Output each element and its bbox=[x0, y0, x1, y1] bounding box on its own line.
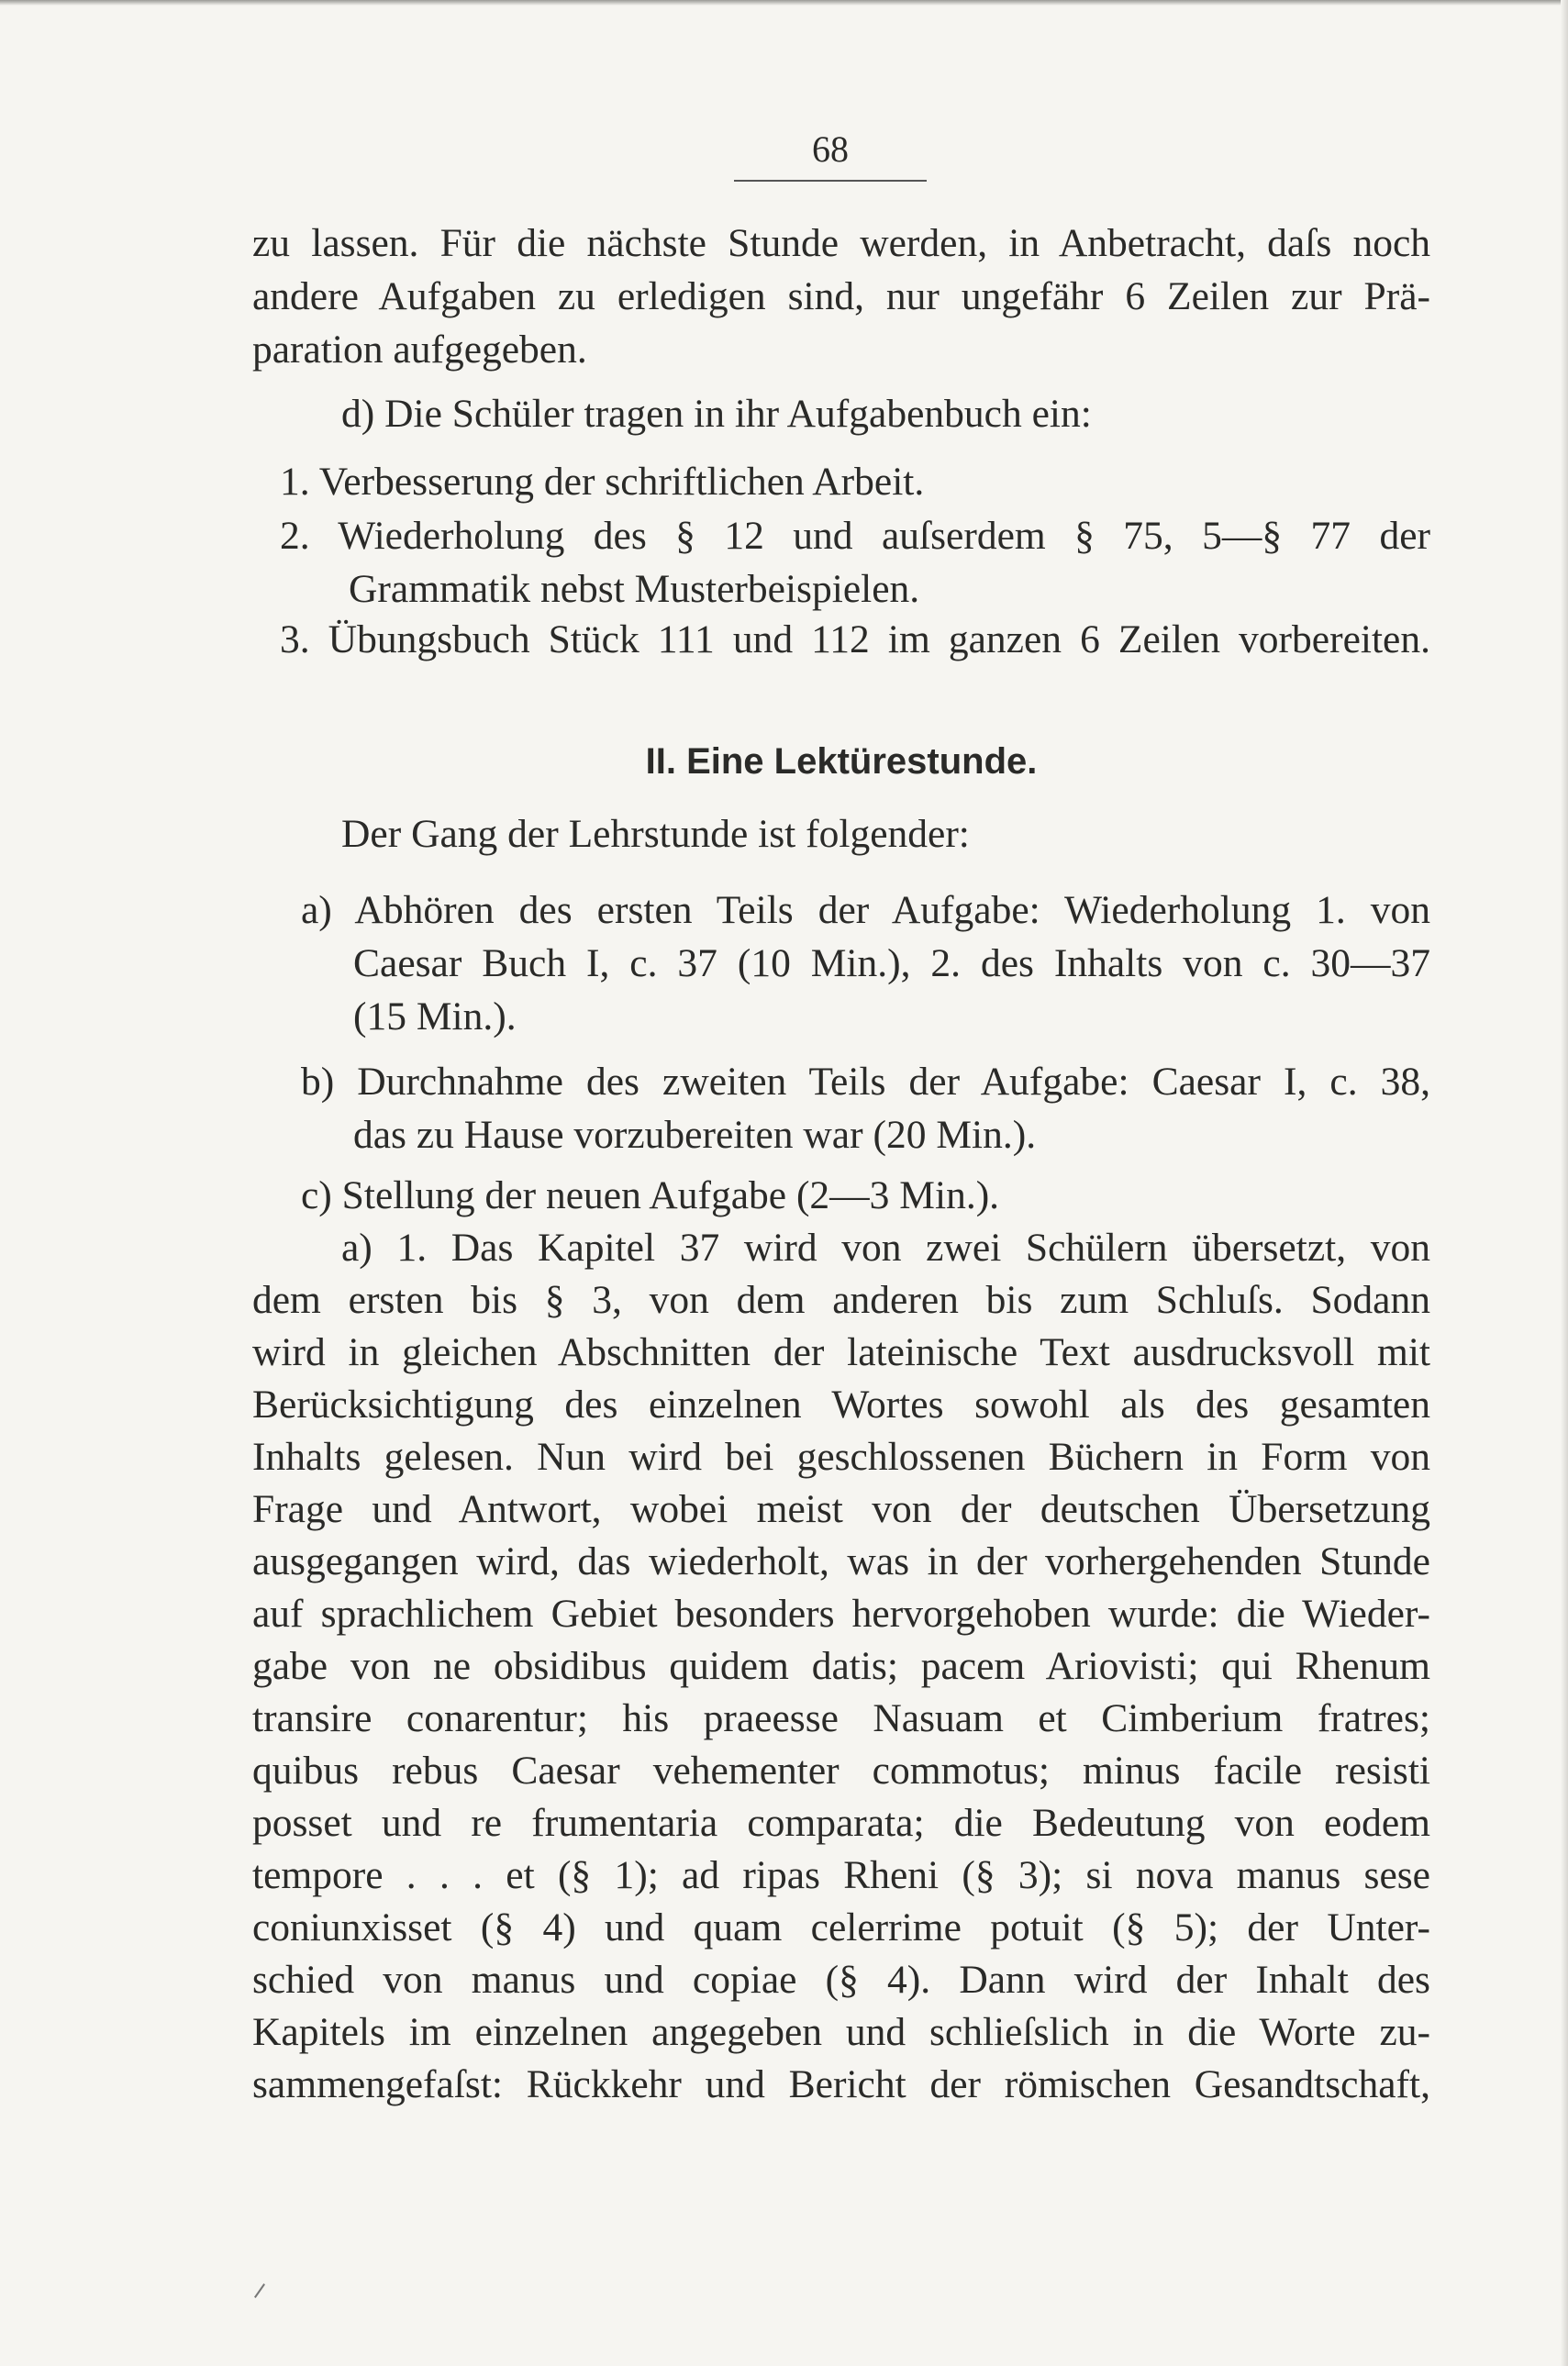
text-line: wird in gleichen Abschnitten der lateinische Text ausdrucksvoll mit bbox=[252, 1330, 1430, 1374]
text-line: tempore . . . et (§ 1); ad ripas Rheni (§ 3); si nova manus sese bbox=[252, 1853, 1430, 1897]
text-line: a) 1. Das Kapitel 37 wird von zwei Schülern übersetzt, von bbox=[341, 1226, 1430, 1270]
text-line: d) Die Schüler tragen in ihr Aufgabenbuch ein: bbox=[341, 392, 1092, 436]
list-item: (15 Min.). bbox=[353, 994, 517, 1039]
stray-mark bbox=[254, 2283, 265, 2298]
text-line: auf sprachlichem Gebiet besonders hervorgehoben wurde: die Wieder- bbox=[252, 1592, 1430, 1636]
text-line: gabe von ne obsidibus quidem datis; pacem Ariovisti; qui Rhenum bbox=[252, 1644, 1430, 1688]
list-item: c) Stellung der neuen Aufgabe (2—3 Min.). bbox=[301, 1173, 1000, 1217]
text-line: Inhalts gelesen. Nun wird bei geschlossenen Büchern in Form von bbox=[252, 1435, 1430, 1479]
section-heading: II. Eine Lektürestunde. bbox=[645, 741, 1038, 782]
text-line: Der Gang der Lehrstunde ist folgender: bbox=[341, 812, 970, 856]
text-line: schied von manus und copiae (§ 4). Dann wird der Inhalt des bbox=[252, 1958, 1430, 2002]
list-item: b) Durchnahme des zweiten Teils der Aufgabe: Caesar I, c. 38, bbox=[301, 1060, 1430, 1104]
text-line: andere Aufgaben zu erledigen sind, nur ungefähr 6 Zeilen zur Prä- bbox=[252, 274, 1430, 318]
text-line: dem ersten bis § 3, von dem anderen bis zum Schluſs. Sodann bbox=[252, 1278, 1430, 1322]
page-number-rule bbox=[734, 180, 927, 182]
list-item: 3. Übungsbuch Stück 111 und 112 im ganzen 6 Zeilen vorbereiten. bbox=[280, 617, 1430, 661]
list-item: Grammatik nebst Musterbeispielen. bbox=[349, 567, 920, 611]
page-top-edge bbox=[0, 0, 1568, 6]
page-right-edge bbox=[1561, 0, 1568, 2366]
text-line: ausgegangen wird, das wiederholt, was in der vorhergehenden Stunde bbox=[252, 1539, 1430, 1583]
text-line: Kapitels im einzelnen angegeben und schlieſslich in die Worte zu- bbox=[252, 2010, 1430, 2054]
text-line: Frage und Antwort, wobei meist von der deutschen Übersetzung bbox=[252, 1487, 1430, 1531]
list-item: das zu Hause vorzubereiten war (20 Min.). bbox=[353, 1113, 1037, 1157]
text-line: transire conarentur; his praeesse Nasuam et Cimberium fratres; bbox=[252, 1696, 1430, 1740]
list-item: 1. Verbesserung der schriftlichen Arbeit. bbox=[280, 460, 925, 504]
text-line: paration aufgegeben. bbox=[252, 328, 587, 372]
list-item: 2. Wiederholung des § 12 und auſserdem § 75, 5—§ 77 der bbox=[280, 514, 1430, 558]
text-line: Berücksichtigung des einzelnen Wortes sowohl als des gesamten bbox=[252, 1383, 1430, 1427]
text-line: coniunxisset (§ 4) und quam celerrime potuit (§ 5); der Unter- bbox=[252, 1905, 1430, 1949]
list-item: Caesar Buch I, c. 37 (10 Min.), 2. des Inhalts von c. 30—37 bbox=[353, 941, 1430, 985]
text-line: sammengefaſst: Rückkehr und Bericht der römischen Gesandtschaft, bbox=[252, 2062, 1430, 2106]
text-line: quibus rebus Caesar vehementer commotus; minus facile resisti bbox=[252, 1749, 1430, 1793]
page-number: 68 bbox=[812, 128, 849, 170]
text-line: posset und re frumentaria comparata; die Bedeutung von eodem bbox=[252, 1801, 1430, 1845]
text-line: zu lassen. Für die nächste Stunde werden, in Anbetracht, daſs noch bbox=[252, 221, 1430, 265]
list-item: a) Abhören des ersten Teils der Aufgabe: Wiederholung 1. von bbox=[301, 888, 1430, 932]
